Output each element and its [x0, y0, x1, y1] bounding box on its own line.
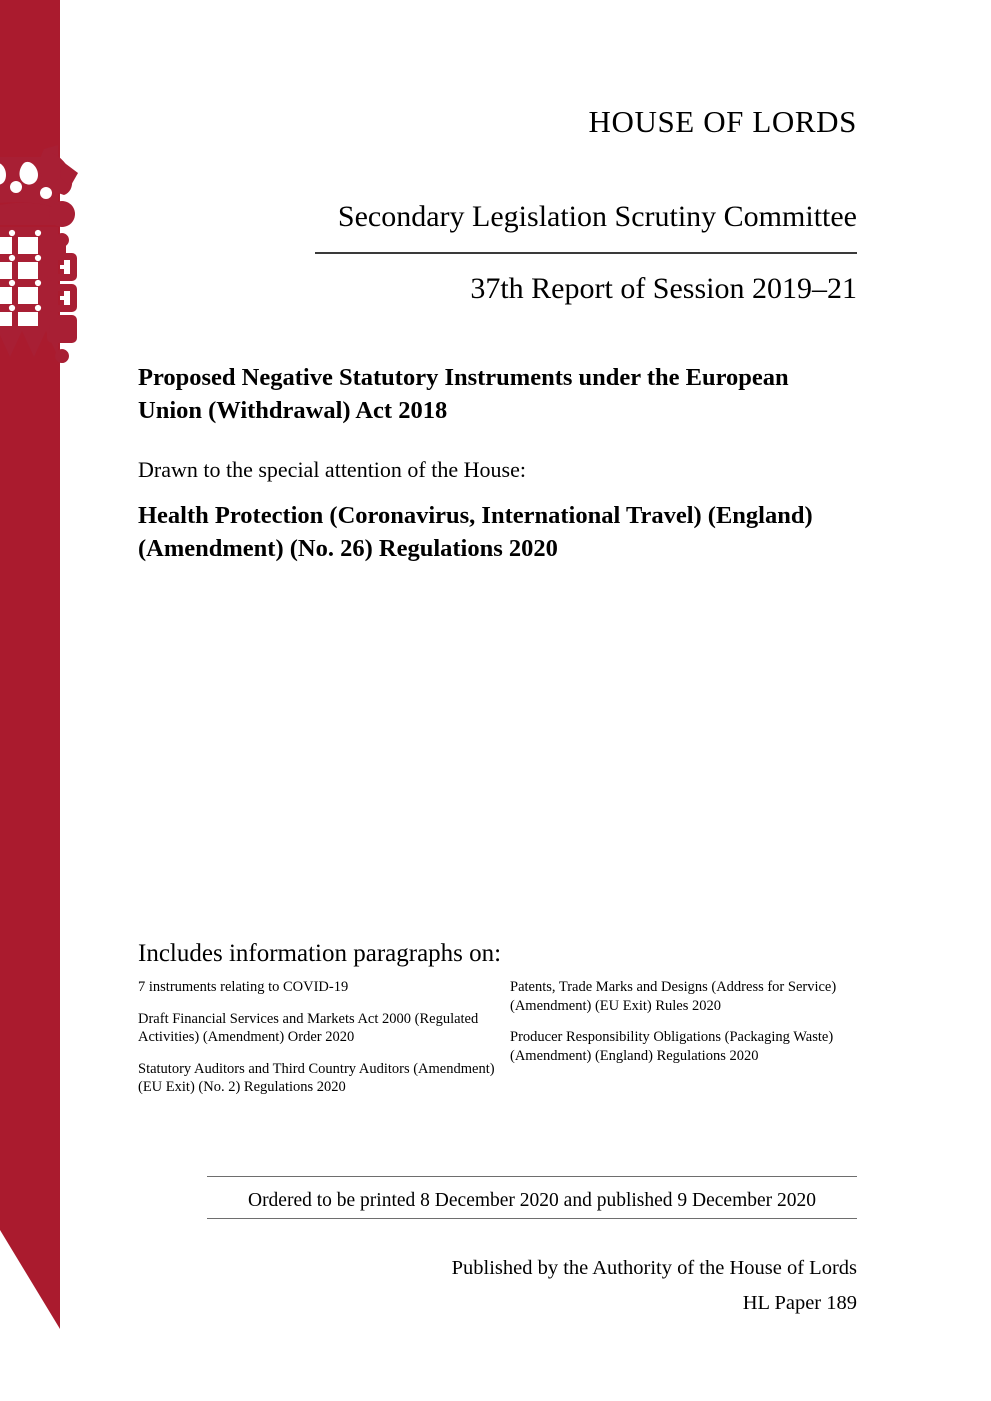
cover-content	[138, 0, 857, 1401]
footer-divider-bottom	[207, 1218, 857, 1219]
committee-divider	[315, 252, 857, 254]
information-paragraphs-right-column	[498, 978, 857, 1110]
paper-number: HL Paper 189	[742, 1292, 857, 1314]
report-session-line: 37th Report of Session 2019–21	[470, 272, 857, 305]
footer-divider-top	[207, 1176, 857, 1177]
list-item: Patents, Trade Marks and Designs (Address for Service) (Amendment) (EU Exit) Rules 2020	[510, 979, 837, 1014]
ordered-printed-line: Ordered to be printed 8 December 2020 and published 9 December 2020	[247, 1190, 817, 1211]
information-paragraph-columns	[138, 978, 857, 1110]
drawn-to-attention-label: Drawn to the special attention of the House:	[138, 457, 526, 482]
information-paragraphs-left-column	[138, 978, 498, 1110]
includes-information-heading: Includes information paragraphs on:	[138, 940, 502, 967]
list-item: 7 instruments relating to COVID-19	[138, 979, 349, 995]
page-title-house-of-lords: HOUSE OF LORDS	[588, 104, 857, 139]
crowned-portcullis-icon	[0, 143, 95, 363]
committee-name: Secondary Legislation Scrutiny Committee	[337, 200, 857, 233]
statutory-instruments-heading: Proposed Negative Statutory Instruments under the European Union (Withdrawal) Act 2018	[138, 364, 789, 424]
published-by-line: Published by the Authority of the House of Lords	[451, 1257, 857, 1279]
drawn-to-attention-item: Health Protection (Coronavirus, International Travel) (England) (Amendment) (No. 26) Regulations 2020	[138, 502, 813, 562]
list-item: Statutory Auditors and Third Country Auditors (Amendment) (EU Exit) (No. 2) Regulations 2020	[138, 1060, 495, 1096]
list-item: Draft Financial Services and Markets Act 2000 (Regulated Activities) (Amendment) Order 2020	[138, 1010, 479, 1046]
list-item: Producer Responsibility Obligations (Packaging Waste) (Amendment) (England) Regulations 2020	[510, 1029, 834, 1064]
